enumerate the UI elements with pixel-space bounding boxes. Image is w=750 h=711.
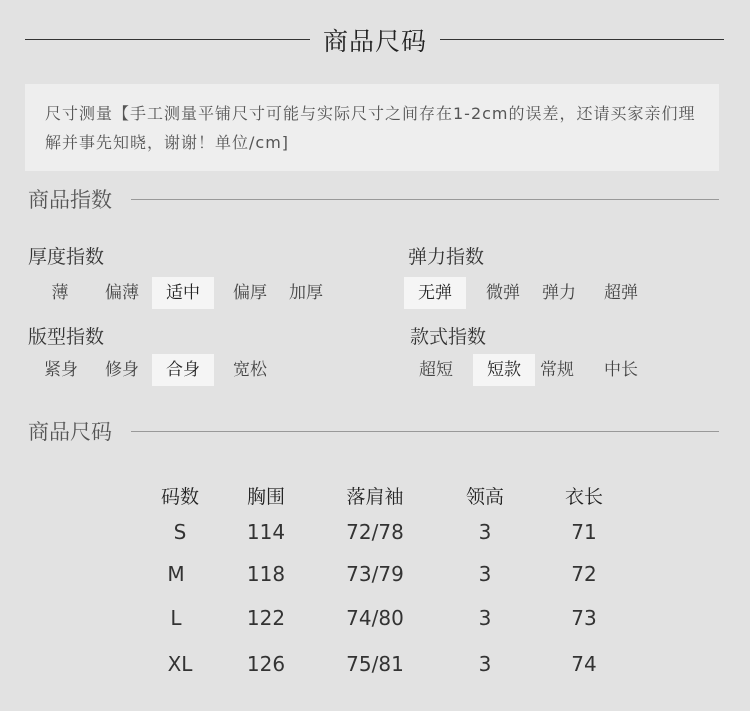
header-rule-right [440,39,724,40]
style-title: 款式指数 [410,326,487,348]
elasticity-options [404,277,664,309]
option-no-stretch: 无弹 [404,277,466,309]
table-cell: 126 [246,652,286,676]
option-slight-stretch: 微弹 [486,283,520,303]
table-cell: 72/78 [346,520,404,544]
fit-title: 版型指数 [28,326,105,348]
table-cell: 3 [478,606,492,630]
option-slightly-thick: 偏厚 [233,283,267,303]
option-slim: 修身 [105,360,139,380]
table-cell: L [170,606,182,630]
page-header [0,0,750,80]
option-standard: 常规 [540,360,574,380]
column-header-length: 衣长 [564,486,603,508]
section-title: 商品尺码 [28,420,112,444]
column-header-sleeve: 落肩袖 [346,486,404,508]
option-loose: 宽松 [233,360,267,380]
thickness-options [28,277,348,309]
option-mid-length: 中长 [604,360,638,380]
thickness-title: 厚度指数 [28,246,105,268]
option-slightly-thin: 偏薄 [105,283,139,303]
table-cell: 74/80 [346,606,404,630]
table-cell: XL [167,652,193,676]
column-header-collar: 领高 [465,486,504,508]
option-thick: 加厚 [289,283,323,303]
table-cell: 71 [571,520,597,544]
table-cell: 114 [246,520,286,544]
style-options [404,354,664,386]
option-regular-fit: 合身 [152,354,214,386]
option-medium: 适中 [152,277,214,309]
table-cell: 122 [246,606,286,630]
table-cell: 73/79 [346,562,404,586]
table-cell: 3 [478,520,492,544]
table-cell: 72 [571,562,597,586]
table-cell: M [167,562,185,586]
option-tight: 紧身 [44,360,78,380]
page-title: 商品尺码 [322,27,427,56]
table-cell: 75/81 [346,652,404,676]
size-section-header [28,416,719,446]
table-cell: 3 [478,562,492,586]
table-cell: 118 [246,562,286,586]
table-cell: S [173,520,187,544]
column-header-chest: 胸围 [246,486,285,508]
option-cropped: 超短 [419,360,453,380]
option-thin: 薄 [51,283,69,303]
section-rule [131,431,719,432]
option-super-stretch: 超弹 [604,283,638,303]
header-rule-left [25,39,310,40]
option-stretch: 弹力 [542,283,576,303]
option-short: 短款 [473,354,535,386]
section-rule [131,199,719,200]
measurement-notice: 尺寸测量【手工测量平铺尺寸可能与实际尺寸之间存在1-2cm的误差，还请买家亲们理解并事先知晓，谢谢！单位/cm] [25,84,719,171]
table-cell: 3 [478,652,492,676]
table-cell: 74 [571,652,597,676]
column-header-size: 码数 [160,486,199,508]
index-section-header [28,184,719,214]
fit-options [28,354,288,386]
elasticity-title: 弹力指数 [408,246,485,268]
table-cell: 73 [571,606,597,630]
section-title: 商品指数 [28,188,112,212]
